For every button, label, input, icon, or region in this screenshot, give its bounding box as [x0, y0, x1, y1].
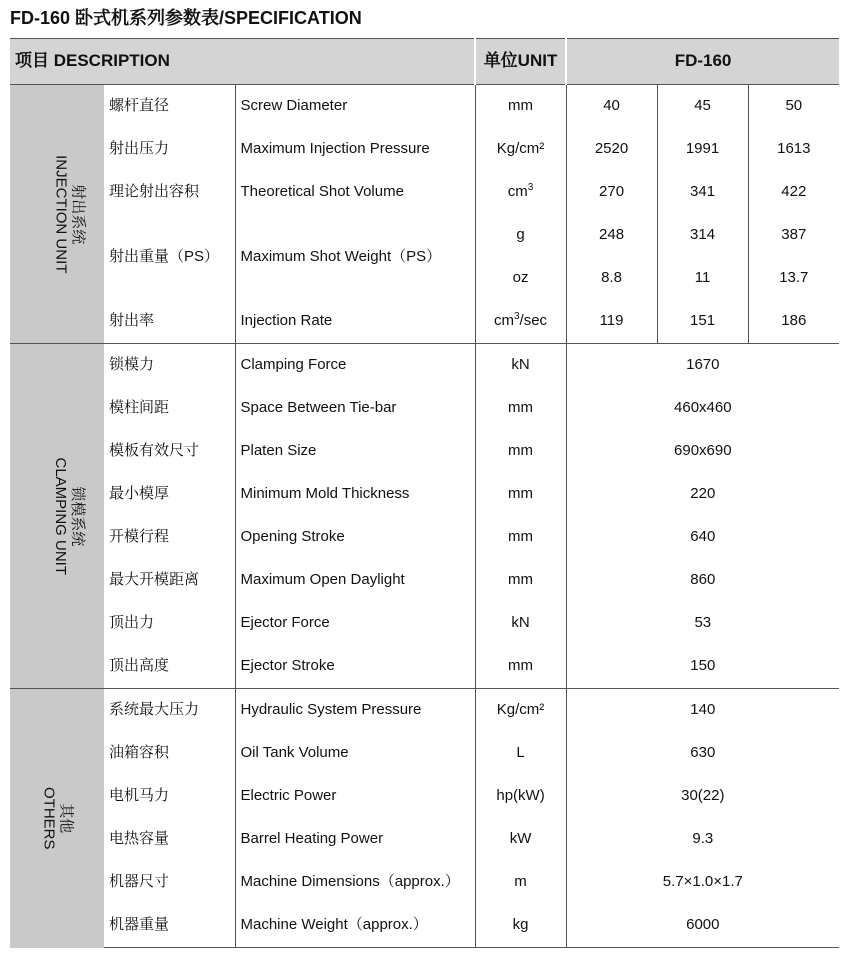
param-value: 270 [566, 171, 657, 214]
description-header: 项目 DESCRIPTION [10, 39, 475, 85]
param-value: 9.3 [566, 818, 839, 861]
param-unit: mm [475, 645, 566, 689]
param-name-en: Maximum Shot Weight（PS） [235, 214, 475, 300]
param-value: 1670 [566, 344, 839, 388]
unit-base: cm [493, 312, 514, 330]
param-value: 860 [566, 559, 839, 602]
param-name-cn: 模柱间距 [109, 399, 170, 417]
unit-tail: /sec [519, 312, 548, 330]
param-name-cn: 电机马力 [109, 787, 170, 805]
table-row [10, 904, 839, 948]
param-unit: mm [475, 473, 566, 516]
table-row [10, 171, 839, 214]
param-value: 150 [566, 645, 839, 689]
table-row [10, 387, 839, 430]
param-value: 640 [566, 516, 839, 559]
param-name-en: Machine Dimensions（approx.） [235, 861, 475, 904]
param-name-cn: 系统最大压力 [104, 689, 235, 733]
param-value: 13.7 [748, 257, 839, 300]
param-value: 186 [748, 300, 839, 344]
table-row [10, 214, 839, 257]
param-name-cn: 射出率 [109, 312, 155, 330]
param-value: 460x460 [566, 387, 839, 430]
param-value: 45 [657, 85, 748, 129]
param-name-cn: 射出重量（PS） [109, 247, 220, 265]
param-value: 30(22) [566, 775, 839, 818]
param-unit: g [475, 214, 566, 257]
param-name-en: Minimum Mold Thickness [235, 473, 475, 516]
param-name-cn: 油箱容积 [109, 744, 170, 762]
param-value: 690x690 [566, 430, 839, 473]
section-label-cn: 锁模系统 [69, 485, 87, 546]
table-row [10, 85, 839, 129]
param-unit: mm [475, 516, 566, 559]
param-unit [475, 171, 566, 214]
param-value: 5.7×1.0×1.7 [566, 861, 839, 904]
section-label-en: CLAMPING UNIT [51, 457, 69, 575]
section-label-others [10, 689, 104, 948]
param-unit: kN [475, 344, 566, 388]
unit-header: 单位UNIT [475, 39, 566, 85]
section-label-cn: 射出系统 [69, 183, 87, 244]
param-name-cn: 最大开模距离 [109, 571, 200, 589]
param-name-en: Maximum Injection Pressure [235, 128, 475, 171]
param-unit: mm [475, 430, 566, 473]
param-unit [475, 300, 566, 344]
param-name-en: Ejector Stroke [235, 645, 475, 689]
param-value: 50 [748, 85, 839, 129]
param-name-cn: 开模行程 [109, 528, 170, 546]
param-value: 8.8 [566, 257, 657, 300]
table-row [10, 602, 839, 645]
param-name-cn: 最小模厚 [109, 485, 170, 503]
param-unit: hp(kW) [475, 775, 566, 818]
param-unit: mm [475, 85, 566, 129]
header-row [10, 39, 839, 85]
param-value: 387 [748, 214, 839, 257]
param-name-cn: 模板有效尺寸 [109, 442, 200, 460]
table-row [10, 473, 839, 516]
param-name-en: Platen Size [235, 430, 475, 473]
param-name-cn: 射出压力 [109, 140, 170, 158]
table-row [10, 775, 839, 818]
section-label-cn: 其他 [57, 803, 75, 834]
param-name-en: Opening Stroke [235, 516, 475, 559]
param-unit: Kg/cm² [475, 128, 566, 171]
param-name-en: Electric Power [235, 775, 475, 818]
param-name-en: Theoretical Shot Volume [235, 171, 475, 214]
param-value: 220 [566, 473, 839, 516]
param-name-en: Oil Tank Volume [235, 732, 475, 775]
table-row [10, 732, 839, 775]
param-name-cn: 顶出高度 [109, 657, 170, 675]
param-value: 119 [566, 300, 657, 344]
section-label-injection [10, 85, 104, 344]
table-row [10, 689, 839, 733]
param-value: 2520 [566, 128, 657, 171]
param-name-en: Maximum Open Daylight [235, 559, 475, 602]
page-title: FD-160 卧式机系列参数表/SPECIFICATION [10, 8, 362, 28]
param-value: 11 [657, 257, 748, 300]
param-value: 314 [657, 214, 748, 257]
param-name-en: Machine Weight（approx.） [235, 904, 475, 948]
param-name-en: Hydraulic System Pressure [235, 689, 475, 733]
param-name-en: Screw Diameter [235, 85, 475, 129]
param-name-cn: 电热容量 [109, 830, 170, 848]
param-name-en: Barrel Heating Power [235, 818, 475, 861]
param-value: 341 [657, 171, 748, 214]
param-name-en: Injection Rate [235, 300, 475, 344]
param-value: 422 [748, 171, 839, 214]
param-unit: oz [475, 257, 566, 300]
param-name-cn: 螺杆直径 [109, 97, 170, 115]
param-value: 40 [566, 85, 657, 129]
table-row [10, 559, 839, 602]
param-name-cn: 机器重量 [104, 904, 235, 948]
section-label-en: INJECTION UNIT [52, 154, 70, 274]
param-unit: L [475, 732, 566, 775]
param-name-cn: 理论射出容积 [109, 183, 200, 201]
table-row [10, 516, 839, 559]
param-value: 1991 [657, 128, 748, 171]
param-name-cn: 锁模力 [104, 344, 235, 388]
param-value: 6000 [566, 904, 839, 948]
param-name-cn: 顶出力 [109, 614, 155, 632]
param-value: 151 [657, 300, 748, 344]
section-label-en: OTHERS [39, 786, 57, 850]
table-row [10, 645, 839, 689]
table-row [10, 344, 839, 388]
param-unit: kW [475, 818, 566, 861]
table-row [10, 818, 839, 861]
spec-table [10, 38, 839, 948]
unit-base: cm [507, 183, 528, 201]
param-value: 630 [566, 732, 839, 775]
param-unit: m [475, 861, 566, 904]
param-value: 1613 [748, 128, 839, 171]
param-unit: mm [475, 559, 566, 602]
table-row [10, 430, 839, 473]
unit-superscript: 3 [513, 311, 520, 323]
model-header: FD-160 [566, 39, 839, 85]
param-name-en: Space Between Tie-bar [235, 387, 475, 430]
param-value: 140 [566, 689, 839, 733]
param-name-en: Clamping Force [235, 344, 475, 388]
table-row [10, 861, 839, 904]
param-unit: kg [475, 904, 566, 948]
param-unit: Kg/cm² [475, 689, 566, 733]
param-unit: mm [475, 387, 566, 430]
param-name-cn: 机器尺寸 [109, 873, 170, 891]
unit-superscript: 3 [527, 182, 534, 194]
section-label-clamping [10, 344, 104, 689]
param-name-en: Ejector Force [235, 602, 475, 645]
param-value: 53 [566, 602, 839, 645]
param-unit: kN [475, 602, 566, 645]
table-row [10, 300, 839, 344]
table-row [10, 128, 839, 171]
param-value: 248 [566, 214, 657, 257]
